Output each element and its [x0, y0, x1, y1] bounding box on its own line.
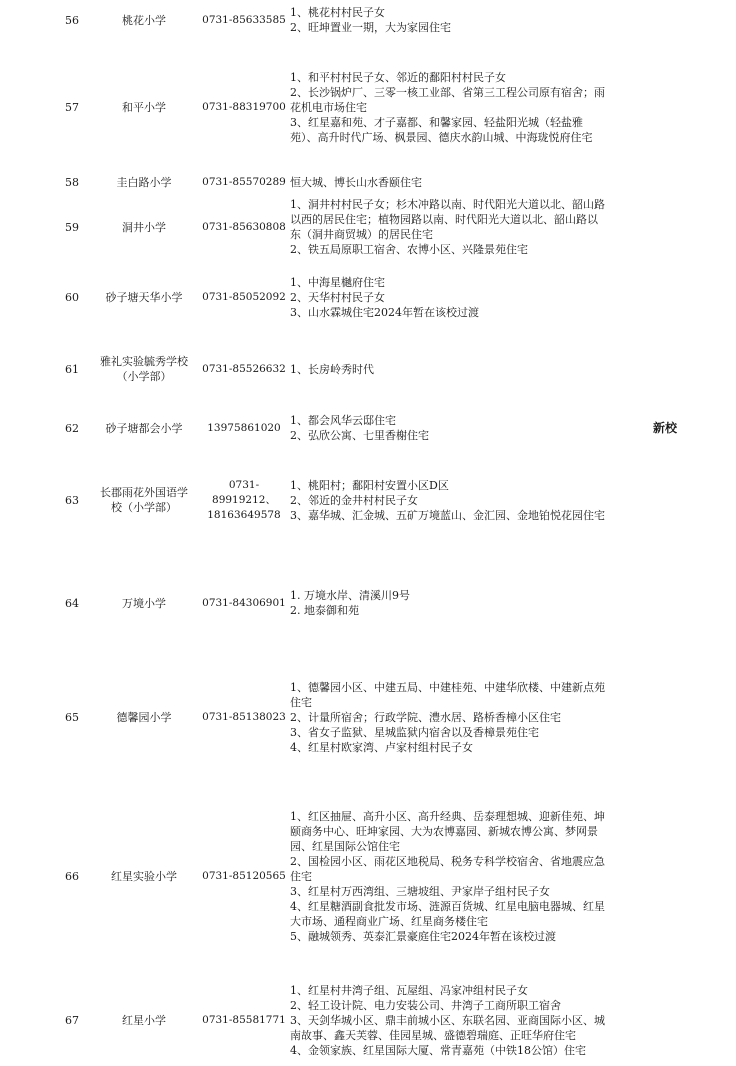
- enrollment-area-lines: [290, 197, 662, 257]
- row-number: 61: [65, 362, 79, 376]
- school-phone: 0731-89919212、 18163649578: [207, 478, 281, 521]
- school-phone: 0731-85633585: [202, 13, 286, 26]
- area-line: 东（洞井商贸城）的居民住宅: [290, 228, 433, 241]
- row-number: 63: [65, 493, 79, 507]
- area-line: 住宅: [290, 695, 312, 709]
- enrollment-area: [290, 677, 662, 757]
- area-line: 2、国检园小区、雨花区地税局、税务专科学校宿舍、省地震应急: [290, 854, 605, 868]
- school-name: 砂子塘天华小学: [105, 290, 183, 304]
- row-number: 67: [65, 1013, 79, 1027]
- area-line: 3、山水霖城住宅2024年暂在该校过渡: [290, 305, 479, 319]
- area-line: 5、融城领秀、英泰汇景豪庭住宅2024年暂在该校过渡: [290, 929, 556, 943]
- row-number: 64: [65, 596, 79, 610]
- school-phone: 13975861020: [207, 421, 281, 434]
- school-name: 和平小学: [122, 100, 166, 114]
- enrollment-area: [290, 808, 662, 944]
- school-name: 红星小学: [122, 1013, 166, 1027]
- table-row: [0, 195, 736, 259]
- area-line: 2、计量所宿舍；行政学院、澧水居、路桥香樟小区住宅: [290, 710, 561, 724]
- table-row: [0, 62, 736, 152]
- area-line: 2、铁五局原职工宿舍、农博小区、兴隆景苑住宅: [290, 243, 528, 256]
- row-number: 66: [65, 869, 79, 883]
- area-line: 1、和平村村民子女、邻近的鄱阳村村民子女: [290, 70, 506, 84]
- area-line: 2、旺坤置业一期，大为家园住宅: [290, 21, 451, 34]
- area-line: 花机电市场住宅: [290, 100, 367, 114]
- table-row: [0, 586, 736, 620]
- table-row: [0, 173, 736, 191]
- school-name: 雅礼实验毓秀学校 （小学部）: [100, 355, 188, 383]
- enrollment-area-lines: [290, 362, 662, 377]
- row-number: 62: [65, 421, 79, 435]
- table-row: [0, 3, 736, 37]
- area-line: 1、长房岭秀时代: [290, 362, 374, 376]
- area-line: 1、桃花村村民子女: [290, 6, 385, 19]
- school-phone: 0731-85630808: [202, 220, 286, 233]
- area-line: 2、邻近的金井村村民子女: [290, 493, 418, 507]
- enrollment-area-lines: [290, 70, 662, 145]
- area-line: 以西的居民住宅；植物园路以南、时代阳光大道以北、韶山路以: [290, 213, 598, 226]
- enrollment-area-lines: [290, 478, 662, 523]
- area-line: 3、嘉华城、汇金城、五矿万境蓝山、金汇园、金地铂悦花园住宅: [290, 508, 605, 522]
- enrollment-area-lines: [290, 175, 662, 190]
- table-row: [0, 476, 736, 524]
- school-phone: 0731-85570289: [202, 175, 286, 188]
- enrollment-area: [290, 411, 662, 445]
- enrollment-area-lines: [290, 588, 662, 618]
- area-line: 大市场、通程商业广场、红星商务楼住宅: [290, 914, 488, 928]
- area-line: 2、弘欣公寓、七里香榭住宅: [290, 429, 429, 442]
- enrollment-area: [290, 586, 662, 620]
- row-number: 56: [65, 13, 79, 27]
- school-phone: 0731-85581771: [202, 1013, 286, 1026]
- enrollment-area: [290, 173, 662, 191]
- enrollment-area: [290, 980, 662, 1060]
- area-line: 4、红星糖酒副食批发市场、涟源百货城、红星电脑电器城、红星: [290, 899, 605, 913]
- area-line: 3、红星嘉和苑、才子嘉都、和馨家园、轻盐阳光城（轻盐雅: [290, 115, 583, 129]
- school-phone: 0731-85052092: [202, 290, 286, 303]
- school-phone: 0731-88319700: [202, 100, 286, 113]
- enrollment-area: [290, 195, 662, 259]
- area-line: 恒大城、博长山水香颐住宅: [290, 175, 422, 189]
- area-line: 1、红星村井湾子组、瓦屋组、冯家冲组村民子女: [290, 983, 528, 997]
- enrollment-area: [290, 352, 662, 386]
- enrollment-area-lines: [290, 983, 662, 1058]
- enrollment-area-lines: [290, 5, 662, 35]
- table-row: [0, 352, 736, 386]
- table-row: [0, 677, 736, 757]
- enrollment-area-lines: [290, 413, 662, 443]
- school-name: 长郡雨花外国语学 校（小学部）: [100, 486, 188, 514]
- row-number: 65: [65, 710, 79, 724]
- school-name: 洞井小学: [122, 220, 166, 234]
- school-phone: 0731-85526632: [202, 362, 286, 375]
- area-line: 苑）、高升时代广场、枫景园、德庆水韵山城、中海珑悦府住宅: [290, 130, 593, 144]
- table-row: [0, 411, 736, 445]
- school-name: 砂子塘都会小学: [105, 421, 183, 435]
- area-line: 4、金领家族、红星国际大厦、常青嘉苑（中铁18公馆）住宅: [290, 1043, 586, 1057]
- school-phone: 0731-85120565: [202, 869, 286, 882]
- enrollment-area-lines: [290, 809, 662, 944]
- new-school-note: 新校: [652, 420, 677, 435]
- area-line: 1、洞井村村民子女；杉木冲路以南、时代阳光大道以北、韶山路: [290, 198, 605, 211]
- area-line: 2. 地泰御和苑: [290, 604, 359, 617]
- school-phone: 0731-84306901: [202, 596, 286, 609]
- area-line: 4、红星村欧家湾、卢家村组村民子女: [290, 740, 473, 754]
- area-line: 1. 万境水岸、清溪川9号: [290, 589, 410, 602]
- school-name: 红星实验小学: [111, 869, 177, 883]
- area-line: 3、天剑华城小区、鼎丰前城小区、东联名园、亚商国际小区、城: [290, 1013, 605, 1027]
- area-line: 2、轻工设计院、电力安装公司、井湾子工商所职工宿舍: [290, 998, 561, 1012]
- school-phone: 0731-85138023: [202, 710, 286, 723]
- area-line: 1、桃阳村；鄱阳村安置小区D区: [290, 478, 449, 492]
- row-number: 58: [65, 175, 79, 189]
- enrollment-area-lines: [290, 275, 662, 320]
- row-number: 57: [65, 100, 79, 114]
- enrollment-area-lines: [290, 680, 662, 755]
- area-line: 南故事、鑫天芙蓉、佳园星城、盛德碧瑞庭、正旺华府住宅: [290, 1028, 576, 1042]
- area-line: 住宅: [290, 869, 312, 883]
- area-line: 2、天华村村民子女: [290, 290, 385, 304]
- table-row: [0, 273, 736, 321]
- row-number: 60: [65, 290, 79, 304]
- enrollment-area: [290, 273, 662, 321]
- area-line: 1、红区抽屉、高升小区、高升经典、岳泰理想城、迎新佳苑、坤: [290, 809, 605, 823]
- area-line: 3、红星村万西湾组、三塘坡组、尹家岸子组村民子女: [290, 884, 550, 898]
- school-name: 圭白路小学: [116, 175, 172, 189]
- table-row: [0, 980, 736, 1060]
- area-line: 1、德馨园小区、中建五局、中建桂苑、中建华欣楼、中建新点苑: [290, 680, 605, 694]
- table-row: [0, 808, 736, 944]
- row-number: 59: [65, 220, 79, 234]
- area-line: 1、都会风华云邸住宅: [290, 414, 396, 427]
- area-line: 2、长沙锅炉厂、三零一核工业部、省第三工程公司原有宿舍；雨: [290, 85, 605, 99]
- enrollment-area: [290, 476, 662, 524]
- area-line: 颐商务中心、旺坤家园、大为农博嘉园、新城农博公寓、梦网景: [290, 824, 598, 838]
- area-line: 3、省女子监狱、星城监狱内宿舍以及香樟景苑住宅: [290, 725, 539, 739]
- area-line: 1、中海星樾府住宅: [290, 275, 385, 289]
- school-name: 德馨园小学: [116, 710, 172, 724]
- enrollment-area: [290, 62, 662, 152]
- enrollment-area: [290, 3, 662, 37]
- area-line: 园、红星国际公馆住宅: [290, 839, 400, 853]
- school-name: 万境小学: [122, 596, 166, 610]
- school-name: 桃花小学: [122, 13, 166, 27]
